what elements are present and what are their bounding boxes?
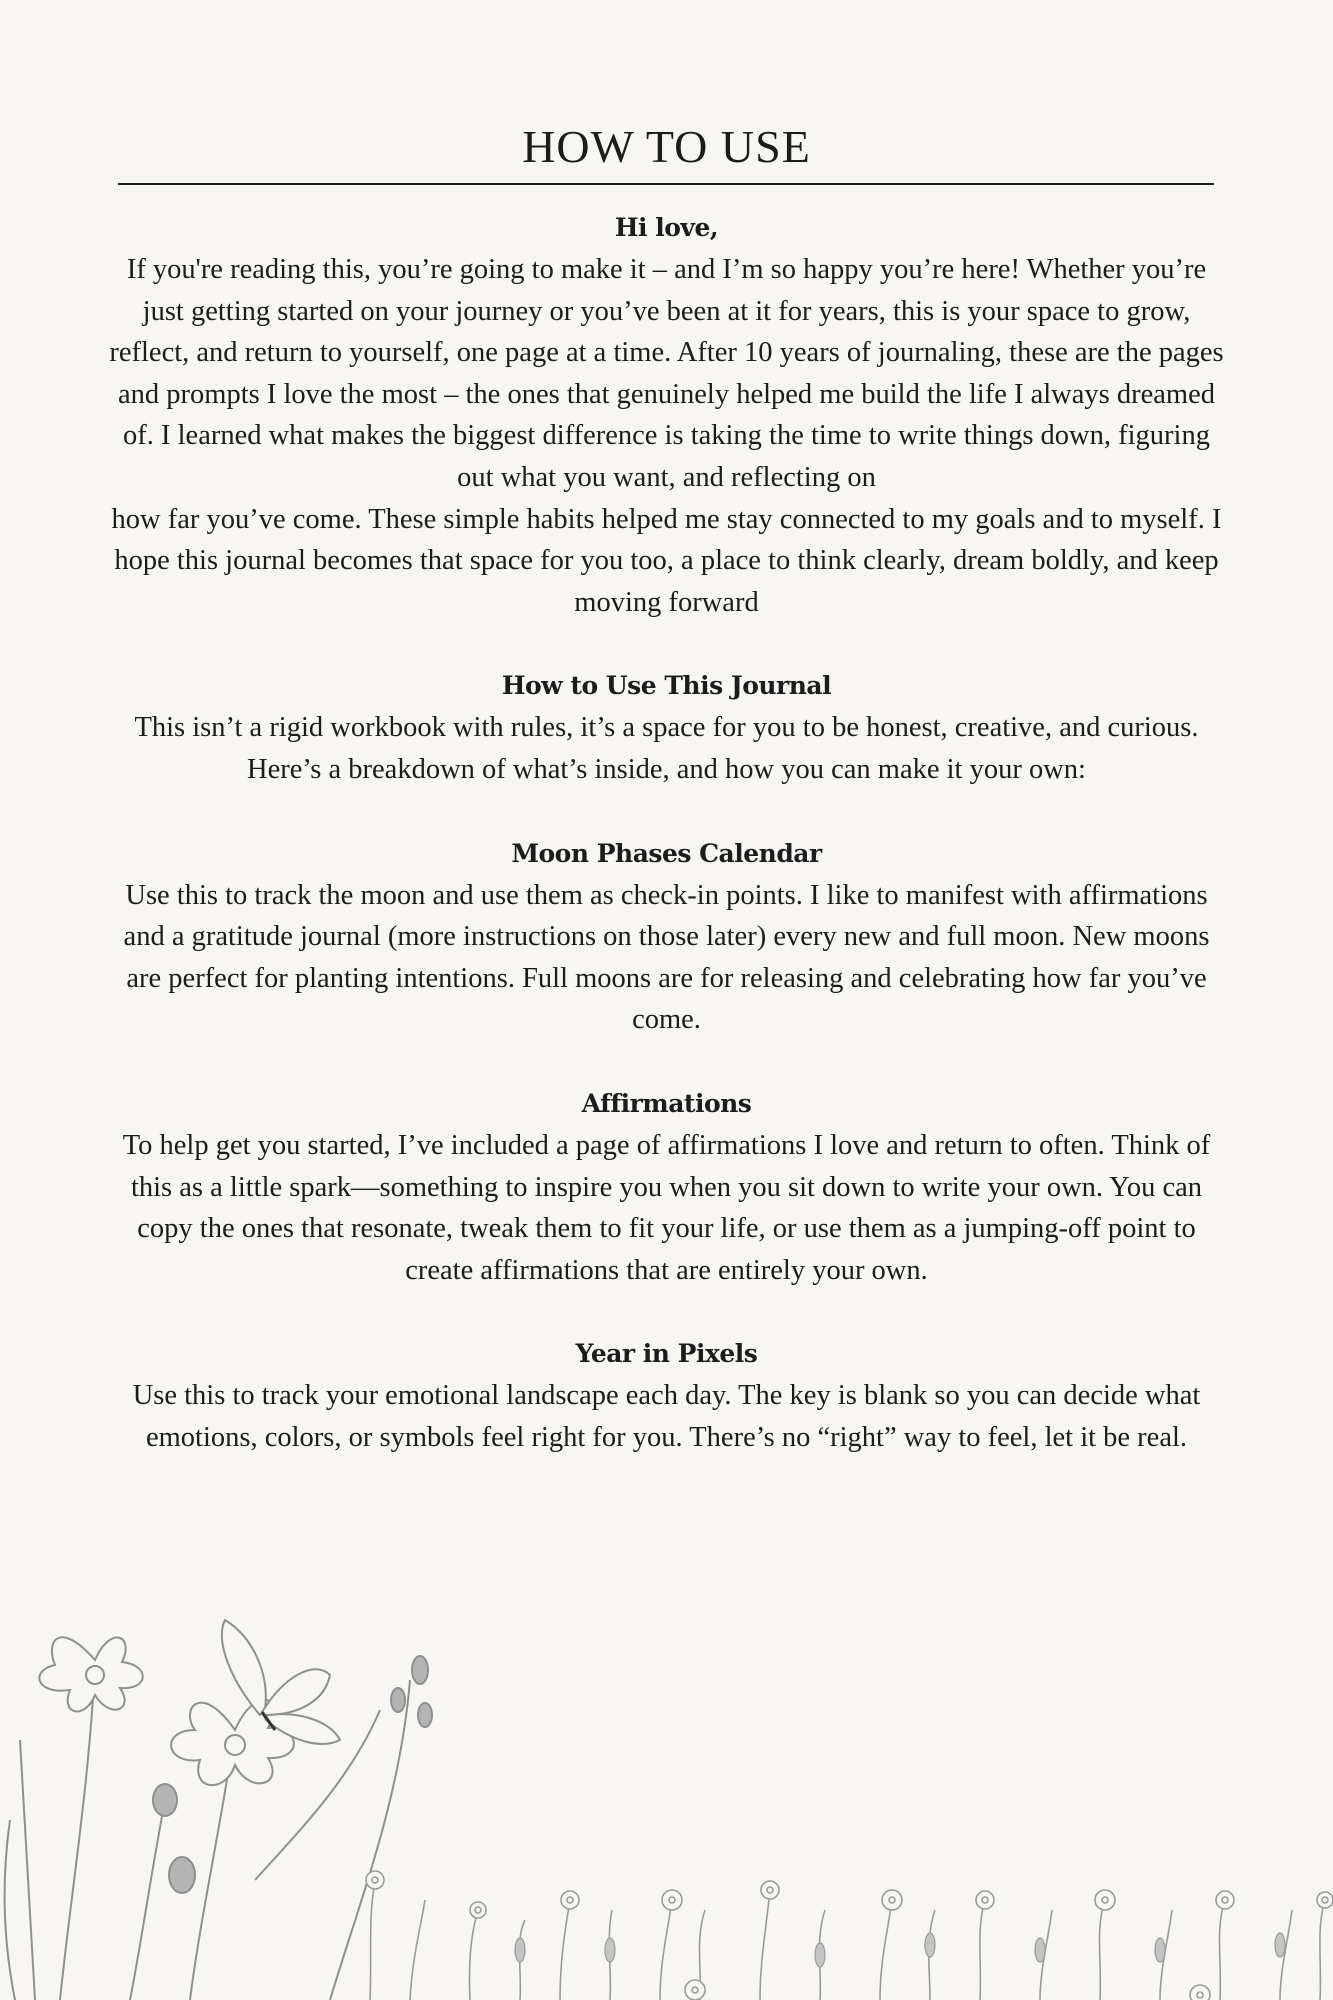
- section-paragraph: Use this to track your emotional landscape each day. The key is blank so you can decide what emotions, colors, or symbols feel right for you. There’s no “right” way to feel, let it be real.: [132, 1380, 1201, 1453]
- section-heading: How to Use This Journal: [501, 671, 832, 701]
- meadow-small-flowers: [366, 1871, 1333, 2000]
- section-affirmations: [108, 1083, 1225, 1291]
- meadow-leaves: [515, 1933, 1285, 1967]
- section-heading: Affirmations: [581, 1088, 752, 1118]
- section-paragraph: To help get you started, I’ve included a page of affirmations I love and return to often. Think of this as a little spark—something to inspire you when you sit down to write your own. You can copy the ones that resonate, tweak them to fit your life, or use them as a jumping-off point to create affirmations that are entirely your own.: [122, 1129, 1211, 1286]
- title-divider: [118, 183, 1214, 185]
- meadow-stems: [370, 1880, 1325, 2000]
- flower-top-left: [39, 1637, 142, 1711]
- page-content: [108, 207, 1225, 1500]
- section-paragraph: This isn’t a rigid workbook with rules, it’s a space for you to be honest, creative, and curious. Here’s a breakdown of what’s inside, and how you can make it your own:: [134, 712, 1199, 785]
- section-heading: Year in Pixels: [575, 1339, 758, 1369]
- section-year-in-pixels: [108, 1333, 1225, 1458]
- page-title: HOW TO USE: [522, 121, 811, 172]
- section-moon-phases: [108, 833, 1225, 1041]
- section-greeting: [108, 207, 1225, 623]
- section-how-to-use: [108, 665, 1225, 790]
- section-paragraph: how far you’ve come. These simple habits helped me stay connected to my goals and to myself. I hope this journal becomes that space for you too, a place to think clearly, dream boldly, and keep moving forward: [111, 503, 1222, 618]
- floral-butterfly-illustration: [0, 1600, 1333, 2000]
- section-paragraph: If you're reading this, you’re going to make it – and I’m so happy you’re here! Whether you’re just getting started on your journey or you’ve been at it for years, this is your space to grow, reflect, and return to yourself, one page at a time. After 10 years of journaling, these are the pages and prompts I love the most – the ones that genuinely helped me build the life I always dreamed of. I learned what makes the biggest difference is taking the time to write things down, figuring out what you want, and reflecting on: [109, 254, 1224, 493]
- section-heading: Moon Phases Calendar: [511, 838, 822, 868]
- section-heading: Hi love,: [614, 213, 719, 242]
- section-paragraph: Use this to track the moon and use them as check-in points. I like to manifest with affirmations and a gratitude journal (more instructions on those later) every new and full moon. New moons are perfect for planting intentions. Full moons are for releasing and celebrating how far you’ve come.: [123, 879, 1210, 1036]
